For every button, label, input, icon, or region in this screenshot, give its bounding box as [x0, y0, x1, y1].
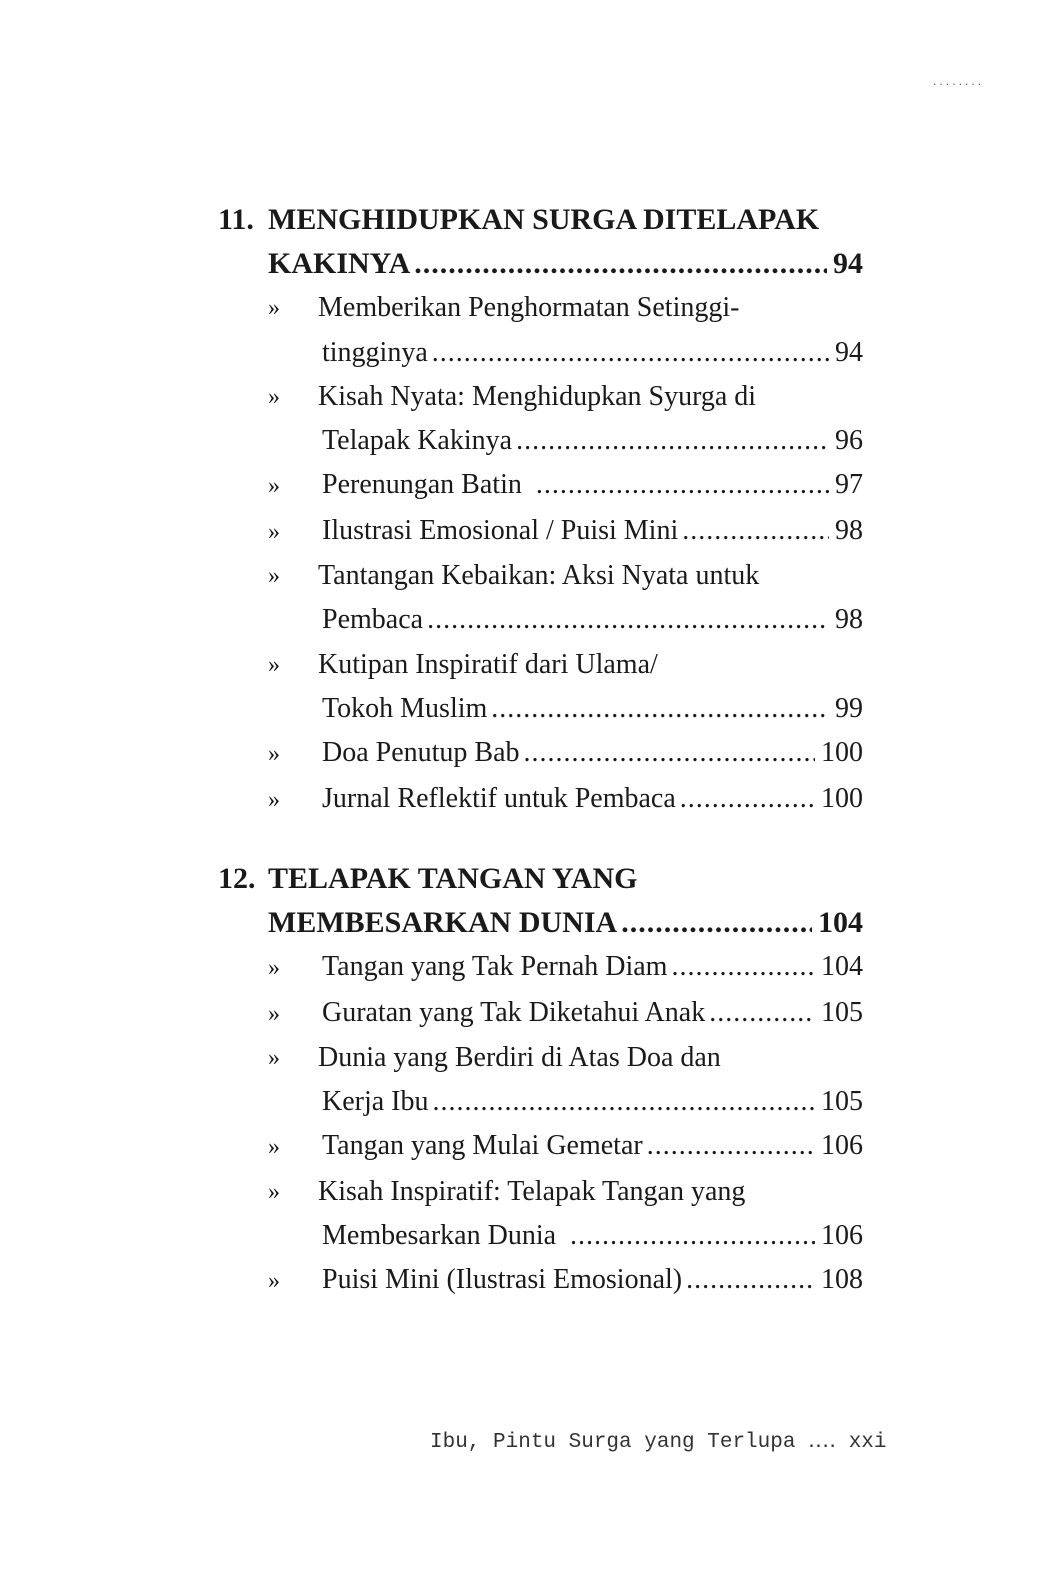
leader-dots	[570, 1214, 815, 1258]
toc-subentry[interactable]	[218, 331, 863, 375]
subentry-text: Tangan yang Tak Pernah Diam	[322, 951, 668, 983]
bullet-icon: »	[268, 473, 280, 500]
chapter-number: 11.	[218, 203, 254, 236]
subentry-text: Membesarkan Dunia	[322, 1220, 557, 1252]
leader-dots	[647, 1124, 815, 1168]
bullet-icon: »	[268, 1000, 280, 1027]
page-number: 97	[835, 469, 863, 501]
page-number: 99	[835, 692, 863, 724]
toc-subentry[interactable]	[218, 1080, 863, 1124]
page-number: 108	[821, 1264, 863, 1296]
subentry-text: Perenungan Batin	[322, 469, 522, 501]
toc-entry[interactable]	[218, 901, 863, 945]
page-number: 105	[821, 1086, 863, 1118]
subentry-text: Tokoh Muslim	[322, 692, 488, 724]
leader-dots	[427, 598, 829, 642]
toc-subentry[interactable]	[218, 687, 863, 731]
subentry-text: Kisah Nyata: Menghidupkan Syurga di	[318, 380, 757, 412]
page-number: 104	[818, 906, 863, 939]
subentry-text: Puisi Mini (Ilustrasi Emosional)	[322, 1264, 683, 1296]
subentry-text: Jurnal Reflektif untuk Pembaca	[322, 782, 676, 814]
running-footer: Ibu, Pintu Surga yang Terlupa ‥‥ xxi	[430, 1431, 887, 1454]
page-number: 106	[821, 1130, 863, 1162]
toc-subentry[interactable]	[218, 509, 863, 554]
toc-subentry[interactable]	[218, 419, 863, 463]
toc-chapter-11	[218, 198, 863, 822]
leader-dots	[682, 509, 829, 553]
bullet-icon: »	[268, 1134, 280, 1161]
bullet-icon: »	[268, 955, 280, 982]
leader-dots	[414, 242, 827, 286]
subentry-text: Guratan yang Tak Diketahui Anak	[322, 996, 706, 1028]
toc-subentry[interactable]	[218, 1214, 863, 1258]
toc-subentry-line	[218, 554, 863, 598]
leader-dots	[516, 419, 829, 463]
chapter-number: 12.	[218, 862, 256, 895]
toc-subentry[interactable]	[218, 1124, 863, 1169]
toc-subentry[interactable]	[218, 945, 863, 990]
bullet-icon: »	[268, 786, 280, 813]
toc-subentry[interactable]	[218, 731, 863, 776]
page-number: 105	[821, 996, 863, 1028]
toc-subentry[interactable]	[218, 777, 863, 822]
subentry-text: Pembaca	[322, 604, 424, 636]
subentry-text: Tangan yang Mulai Gemetar	[322, 1130, 643, 1162]
chapter-title	[218, 198, 863, 242]
chapter-title-line2: KAKINYA	[268, 247, 411, 280]
subentry-text: Kerja Ibu	[322, 1086, 429, 1118]
toc-subentry-line	[218, 643, 863, 687]
subentry-text: Dunia yang Berdiri di Atas Doa dan	[318, 1041, 721, 1073]
subentry-text: Memberikan Penghormatan Setinggi-	[318, 292, 740, 324]
page-number: 100	[821, 782, 863, 814]
bullet-icon: »	[268, 1178, 280, 1205]
chapter-title-line1: MENGHIDUPKAN SURGA DITELAPAK	[268, 203, 820, 236]
toc-chapter-12	[218, 857, 863, 1304]
subentry-text: Kutipan Inspiratif dari Ulama/	[318, 648, 658, 680]
toc-subentry-line	[218, 1170, 863, 1214]
leader-dots	[686, 1258, 815, 1302]
subentry-text: tingginya	[322, 336, 428, 368]
toc-subentry-line	[218, 1036, 863, 1080]
bullet-icon: »	[268, 383, 280, 410]
page-number: 104	[821, 951, 863, 983]
leader-dots	[536, 463, 829, 507]
corner-mark: ........	[932, 78, 984, 88]
toc-entry[interactable]	[218, 242, 863, 286]
subentry-text: Doa Penutup Bab	[322, 737, 520, 769]
bullet-icon: »	[268, 295, 280, 322]
leader-dots	[621, 901, 812, 945]
leader-dots	[432, 331, 829, 375]
bullet-icon: »	[268, 563, 280, 590]
subentry-text: Tantangan Kebaikan: Aksi Nyata untuk	[318, 560, 760, 592]
chapter-title-line2: MEMBESARKAN DUNIA	[268, 906, 618, 939]
page-number: 96	[835, 425, 863, 457]
leader-dots	[433, 1080, 815, 1124]
chapter-title-line1: TELAPAK TANGAN YANG	[268, 862, 638, 895]
leader-dots	[671, 945, 815, 989]
toc-subentry-line	[218, 375, 863, 419]
toc-subentry[interactable]	[218, 463, 863, 508]
toc-subentry[interactable]	[218, 598, 863, 642]
page-number: 98	[835, 514, 863, 546]
bullet-icon: »	[268, 741, 280, 768]
page-number: 94	[835, 336, 863, 368]
subentry-text: Kisah Inspiratif: Telapak Tangan yang	[318, 1175, 746, 1207]
page-number: 98	[835, 604, 863, 636]
leader-dots	[680, 777, 815, 821]
leader-dots	[524, 731, 815, 775]
bullet-icon: »	[268, 518, 280, 545]
subentry-text: Ilustrasi Emosional / Puisi Mini	[322, 514, 679, 546]
leader-dots	[709, 991, 815, 1035]
page-number: 100	[821, 737, 863, 769]
toc-subentry-line	[218, 286, 863, 330]
bullet-icon: »	[268, 1268, 280, 1295]
toc-subentry[interactable]	[218, 991, 863, 1036]
leader-dots	[491, 687, 829, 731]
bullet-icon: »	[268, 651, 280, 678]
toc-subentry[interactable]	[218, 1258, 863, 1303]
page-number: 106	[821, 1220, 863, 1252]
page-number: 94	[833, 247, 863, 280]
chapter-title	[218, 857, 863, 901]
subentry-text: Telapak Kakinya	[322, 425, 513, 457]
bullet-icon: »	[268, 1044, 280, 1071]
